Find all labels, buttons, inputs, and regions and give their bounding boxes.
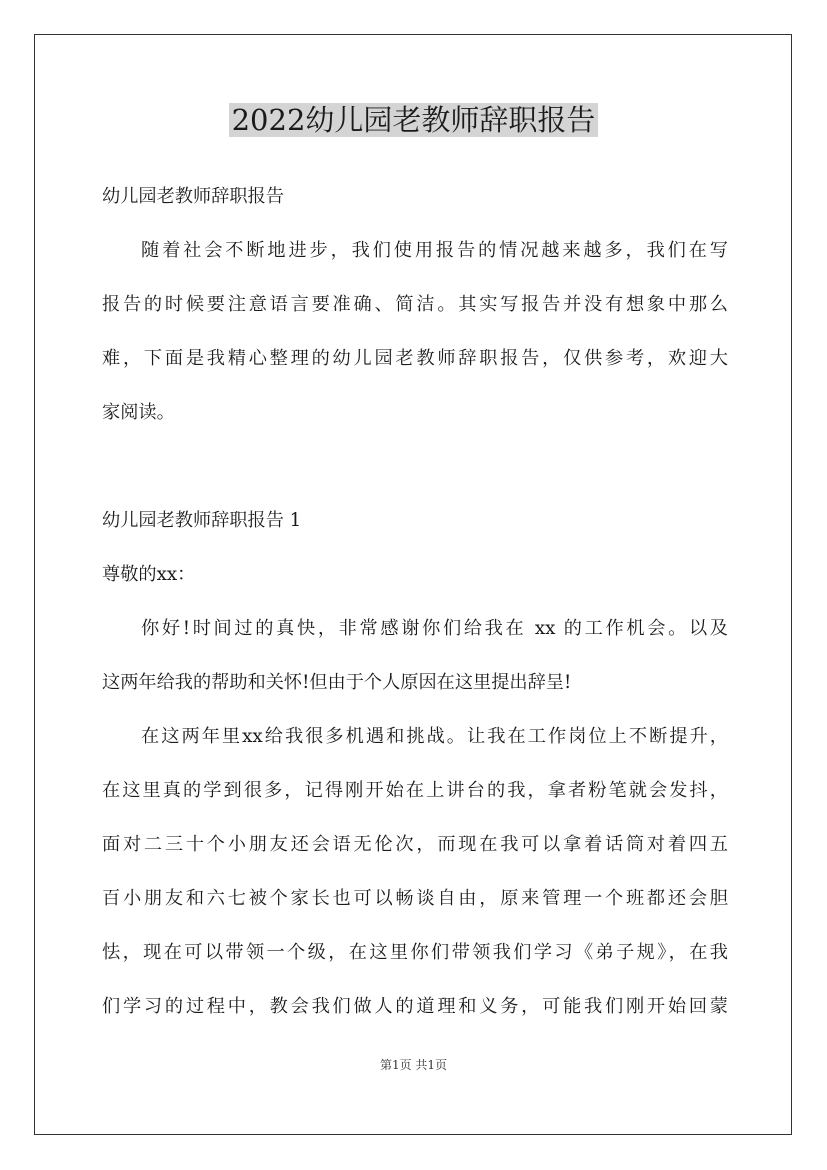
paragraph2-line: 百小朋友和六七被个家长也可以畅谈自由，原来管理一个班都还会胆 <box>102 888 728 909</box>
document-title <box>0 98 827 142</box>
intro-line: 家阅读。 <box>102 402 175 423</box>
document-title-text: 2022幼儿园老教师辞职报告 <box>229 103 599 137</box>
blank-line <box>102 440 728 494</box>
intro-line: 难，下面是我精心整理的幼儿园老教师辞职报告，仅供参考，欢迎大 <box>102 348 728 369</box>
paragraph2-line: 面对二三十个小朋友还会语无伦次，而现在我可以拿着话筒对着四五 <box>102 834 728 855</box>
document-body <box>102 170 728 1034</box>
document-subtitle: 幼儿园老教师辞职报告 <box>102 186 284 207</box>
paragraph1-line: 你好!时间过的真快，非常感谢你们给我在 xx 的工作机会。以及 <box>141 618 728 639</box>
paragraph2-line: 在这里真的学到很多，记得刚开始在上讲台的我，拿者粉笔就会发抖， <box>102 780 728 801</box>
page-number: 第1页 共1页 <box>379 1058 448 1072</box>
paragraph2-line: 们学习的过程中，教会我们做人的道理和义务，可能我们刚开始回蒙 <box>102 996 728 1017</box>
paragraph1-line: 这两年给我的帮助和关怀!但由于个人原因在这里提出辞呈! <box>102 672 572 693</box>
intro-line: 随着社会不断地进步，我们使用报告的情况越来越多，我们在写 <box>141 240 728 261</box>
salutation: 尊敬的xx： <box>102 564 196 585</box>
section-heading: 幼儿园老教师辞职报告 1 <box>102 510 302 531</box>
paragraph2-line: 怯，现在可以带领一个级，在这里你们带领我们学习《弟子规》，在我 <box>102 942 728 963</box>
paragraph2-line: 在这两年里xx给我很多机遇和挑战。让我在工作岗位上不断提升， <box>141 726 728 747</box>
intro-line: 报告的时候要注意语言要准确、简洁。其实写报告并没有想象中那么 <box>102 294 728 315</box>
